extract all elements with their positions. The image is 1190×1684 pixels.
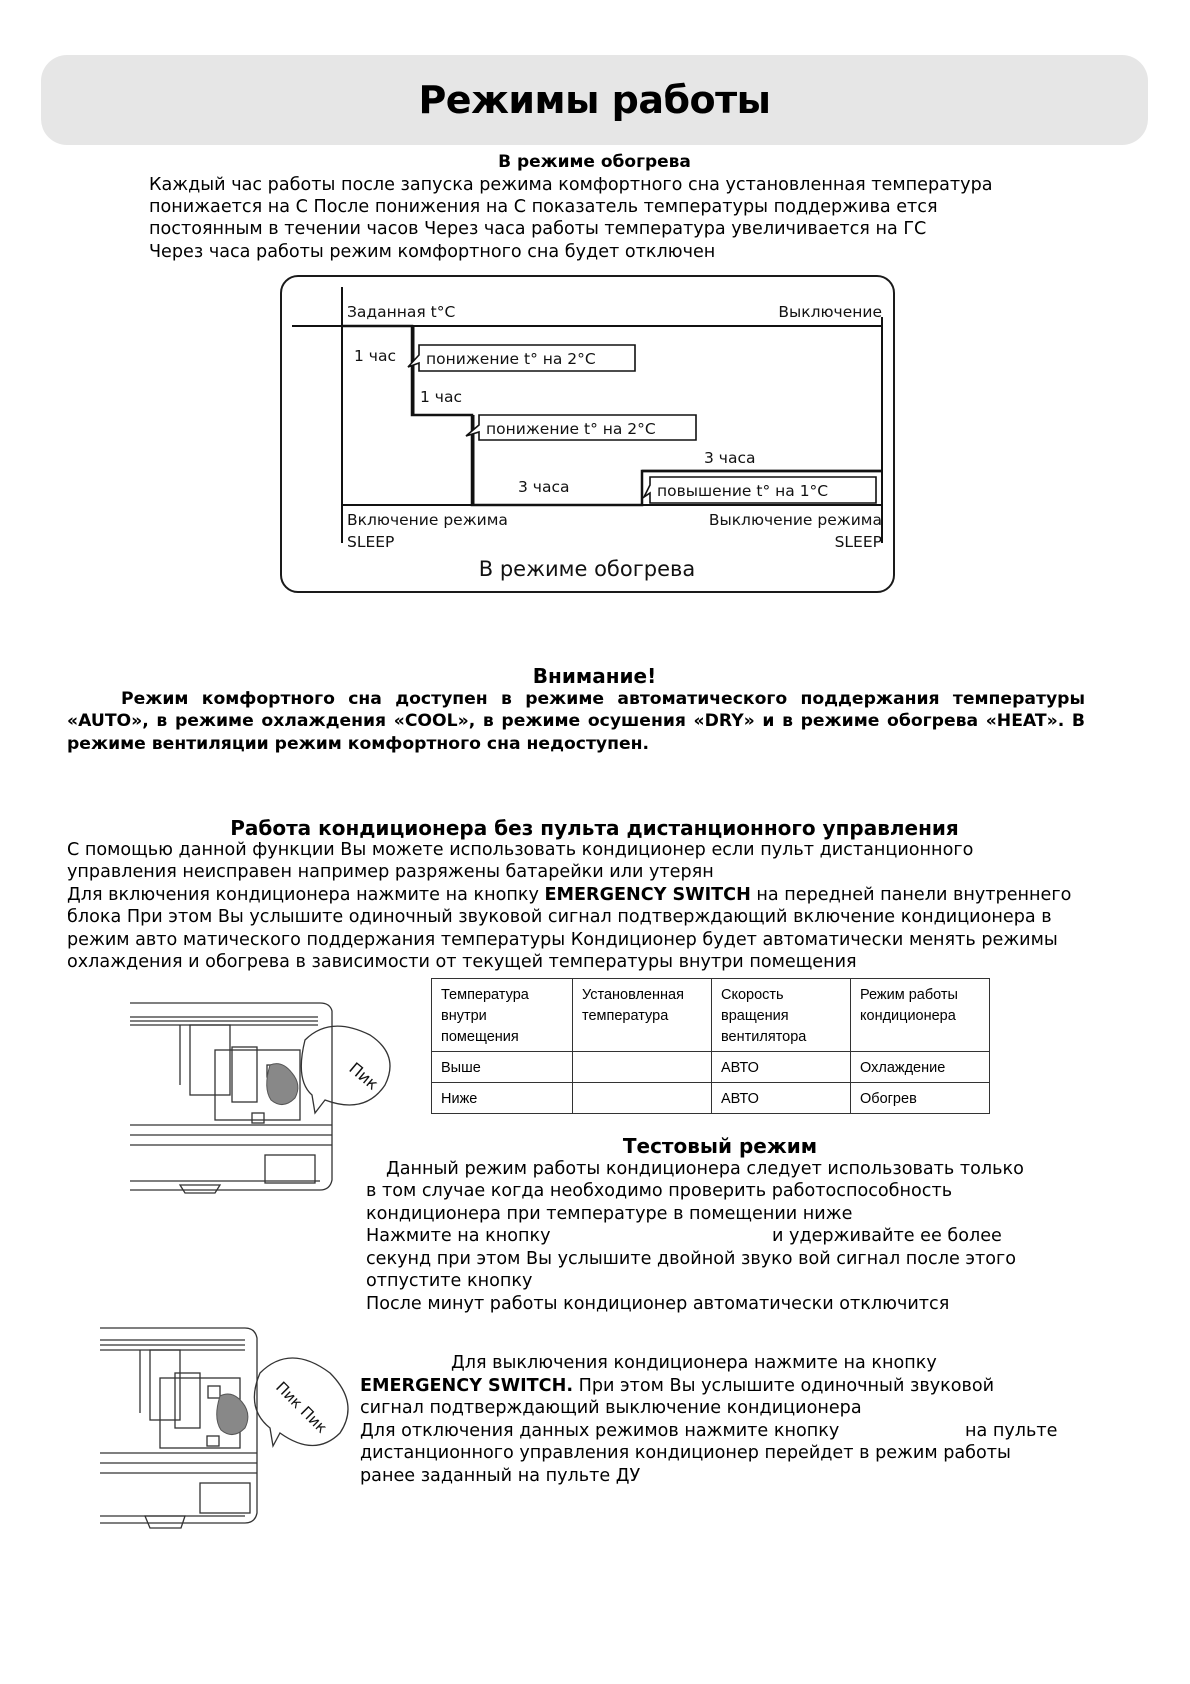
- step2-time: 1 час: [420, 388, 462, 406]
- test-mode-heading: Тестовый режим: [622, 1134, 818, 1158]
- switch-off-line-4b: на пульте: [965, 1421, 1058, 1441]
- page-title: Режимы работы: [418, 78, 771, 122]
- off-label: Выключение: [778, 303, 882, 321]
- step1-time: 1 час: [354, 347, 396, 365]
- sleep-off-label-2: SLEEP: [834, 533, 882, 551]
- table-header-row: [432, 979, 990, 1052]
- table-cell: Охлаждение: [851, 1052, 990, 1083]
- heating-line-3: постоянным в течении часов Через часа работы температура увеличивается на ГС: [149, 219, 927, 239]
- sleep-on-label-2: SLEEP: [347, 533, 395, 551]
- heating-heading: В режиме обогрева: [498, 152, 691, 172]
- switch-off-line-2: [360, 1375, 994, 1397]
- test-mode-line-5: секунд при этом Вы услышите двойной звуко вой сигнал после этого: [366, 1249, 1017, 1269]
- no-remote-line-1: С помощью данной функции Вы можете использовать кондиционер если пульт дистанционного: [67, 840, 974, 860]
- table-header-cell: Режим работы кондиционера: [851, 979, 990, 1052]
- diagram-caption: В режиме обогрева: [478, 557, 696, 581]
- test-mode-line-6: отпустите кнопку: [366, 1271, 533, 1291]
- emergency-switch-label-2: EMERGENCY SWITCH.: [360, 1376, 573, 1396]
- no-remote-line-3: [67, 884, 1071, 906]
- heating-line-4: Через часа работы режим комфортного сна будет отключен: [149, 242, 716, 262]
- pressing-hand-2: [217, 1394, 248, 1435]
- callout-down-2-text: понижение t° на 2°C: [486, 420, 656, 438]
- no-remote-line-5: режим авто матического поддержания температуры Кондиционер будет автоматически менять режимы: [67, 930, 1058, 950]
- beep-single-text: Пик: [345, 1058, 383, 1094]
- no-remote-heading: Работа кондиционера без пульта дистанционного управления: [230, 816, 959, 840]
- mode-table: [431, 978, 990, 1114]
- sleep-off-label-1: Выключение режима: [708, 511, 882, 529]
- table-cell: АВТО: [712, 1083, 851, 1114]
- table-cell: [573, 1052, 712, 1083]
- heating-line-1: Каждый час работы после запуска режима комфортного сна установленная температура: [149, 175, 993, 195]
- test-mode-line-4b: и удерживайте ее более: [772, 1226, 1002, 1246]
- switch-off-line-3: сигнал подтверждающий выключение кондиционера: [360, 1398, 862, 1418]
- switch-off-line-1: Для выключения кондиционера нажмите на кнопку: [451, 1353, 937, 1373]
- no-remote-line-4: блока При этом Вы услышите одиночный звуковой сигнал подтверждающий включение кондиционера в: [67, 907, 1052, 927]
- table-row: [432, 1052, 990, 1083]
- no-remote-line-3-b: на передней панели внутреннего: [750, 885, 1072, 905]
- table-cell: Обогрев: [851, 1083, 990, 1114]
- emergency-switch-label: EMERGENCY SWITCH: [544, 885, 751, 905]
- ac-unit-illustration-2: [95, 1318, 365, 1538]
- test-mode-line-3: кондиционера при температуре в помещении ниже: [366, 1204, 853, 1224]
- no-remote-line-3-a: Для включения кондиционера нажмите на кнопку: [67, 885, 545, 905]
- switch-off-line-6: ранее заданный на пульте ДУ: [360, 1466, 641, 1486]
- switch-off-line-5: дистанционного управления кондиционер перейдет в режим работы: [360, 1443, 1011, 1463]
- beep-bubble-1: [301, 1026, 390, 1113]
- ac-unit-illustration-1: [120, 995, 420, 1200]
- beep-double-text: Пик Пик: [272, 1378, 331, 1437]
- callout-up-text: повышение t° на 1°C: [657, 482, 829, 500]
- table-cell: АВТО: [712, 1052, 851, 1083]
- switch-off-line-2-rest: При этом Вы услышите одиночный звуковой: [573, 1376, 995, 1396]
- table-header-cell: Установленная температура: [573, 979, 712, 1052]
- switch-off-line-4a: Для отключения данных режимов нажмите кнопку: [360, 1421, 840, 1441]
- pressing-hand-1: [267, 1064, 298, 1105]
- sleep-on-label-1: Включение режима: [347, 511, 508, 529]
- set-temp-label: Заданная t°C: [347, 303, 456, 321]
- table-header-cell: Скорость вращения вентилятора: [712, 979, 851, 1052]
- mode-table-wrap: [431, 978, 990, 1114]
- table-row: [432, 1083, 990, 1114]
- table-cell: Ниже: [432, 1083, 573, 1114]
- no-remote-line-2: управления неисправен например разряжены батарейки или утерян: [67, 862, 714, 882]
- callout-down-1-text: понижение t° на 2°C: [426, 350, 596, 368]
- warning-text: Режим комфортного сна доступен в режиме автоматического поддержания температуры «AUTO», в режиме охлаждения «COOL», в режиме осушения «DRY» и в режиме обогрева «HEAT». В режиме вентиляции режим комфортного сна недоступен.: [67, 689, 1085, 754]
- table-cell: [573, 1083, 712, 1114]
- table-header-cell: Температура внутри помещения: [432, 979, 573, 1052]
- test-mode-line-1: Данный режим работы кондиционера следует использовать только: [386, 1159, 1024, 1179]
- sleep-mode-chart: [280, 275, 895, 593]
- step4-time: 3 часа: [704, 449, 756, 467]
- test-mode-line-2: в том случае когда необходимо проверить работоспособность: [366, 1181, 953, 1201]
- heating-line-2: понижается на С После понижения на С показатель температуры поддержива ется: [149, 197, 938, 217]
- warning-heading: Внимание!: [532, 664, 657, 688]
- table-cell: Выше: [432, 1052, 573, 1083]
- test-mode-line-4a: Нажмите на кнопку: [366, 1226, 551, 1246]
- no-remote-line-6: охлаждения и обогрева в зависимости от текущей температуры внутри помещения: [67, 952, 857, 972]
- test-mode-line-7: После минут работы кондиционер автоматически отключится: [366, 1294, 950, 1314]
- step3-time: 3 часа: [518, 478, 570, 496]
